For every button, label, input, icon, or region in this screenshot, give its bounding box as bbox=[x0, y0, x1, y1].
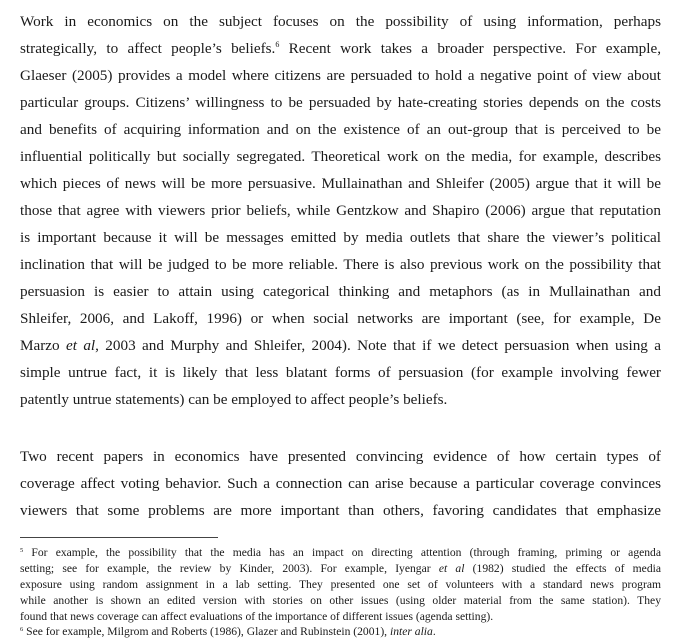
text-line: is important because it will be messages emitted by media outlets that share the viewer’s political bbox=[20, 229, 661, 246]
footnote-6 bbox=[20, 624, 661, 640]
footnote-ref-6[interactable]: 6 bbox=[275, 40, 280, 49]
text-span: . bbox=[432, 625, 436, 638]
italic-et-al: et al bbox=[438, 562, 465, 575]
italic-et-al: et al bbox=[66, 337, 96, 354]
text-line bbox=[20, 336, 661, 356]
text-line: Work in economics on the subject focuses on the possibility of using information, perhaps bbox=[20, 13, 661, 30]
text-line bbox=[20, 39, 661, 59]
text-line: viewers that some problems are more important than others, favoring candidates that emphasize bbox=[20, 502, 661, 519]
footnote-separator bbox=[20, 537, 218, 538]
footnote-5-line: found that news coverage can affect evaluations of the importance of different issues (agenda setting). bbox=[20, 610, 494, 623]
text-line: coverage affect voting behavior. Such a connection can arise because a particular coverage convinces bbox=[20, 475, 661, 492]
text-line: those that agree with viewers prior beliefs, while Gentzkow and Shapiro (2006) argue that reputation bbox=[20, 202, 661, 219]
footnote-marker-6: 6 bbox=[20, 626, 24, 633]
text-span: (1982) studied the effects of media bbox=[464, 562, 661, 575]
text-span: , 2003 and Murphy and Shleifer, 2004). Note that if we detect persuasion when using a bbox=[95, 337, 661, 354]
text-line: simple untrue fact, it is likely that less blatant forms of persuasion (for example involving fewer bbox=[20, 364, 661, 381]
footnote-marker-5: 5 bbox=[20, 547, 24, 554]
text-line: influential politically but socially segregated. Theoretical work on the media, for example, describes bbox=[20, 148, 661, 165]
text-line: patently untrue statements) can be employed to affect people’s beliefs. bbox=[20, 391, 448, 408]
text-span: Marzo bbox=[20, 337, 60, 354]
text-line: Shleifer, 2006, and Lakoff, 1996) or when social networks are important (see, for example, De bbox=[20, 310, 661, 327]
text-line: particular groups. Citizens’ willingness to be persuaded by hate-creating stories depends on the costs bbox=[20, 94, 661, 111]
footnote-5-line: while another is shown an edited version with stories on other issues (using older material from the same station). They bbox=[20, 594, 661, 607]
footnote-5-line: exposure using random assignment in a lab setting. They presented one set of volunteers with a standard news program bbox=[20, 578, 661, 591]
text-span: setting; see for example, the review by Kinder, 2003). For example, Iyengar bbox=[20, 562, 439, 575]
italic-inter-alia: inter alia bbox=[389, 625, 433, 638]
text-line: Two recent papers in economics have presented convincing evidence of how certain types of bbox=[20, 448, 661, 465]
text-span: Recent work takes a broader perspective. For example, bbox=[279, 40, 661, 57]
text-line: and benefits of acquiring information and on the existence of an out-group that is perceived to be bbox=[20, 121, 661, 138]
footnote-5-line bbox=[20, 545, 661, 561]
text-line: which pieces of news will be more persuasive. Mullainathan and Shleifer (2005) argue that it will be bbox=[20, 175, 661, 192]
text-line: persuasion is easier to attain using categorical thinking and metaphors (as in Mullainathan and bbox=[20, 283, 661, 300]
text-line: inclination that will be judged to be more reliable. There is also previous work on the possibility that bbox=[20, 256, 661, 273]
text-span: For example, the possibility that the media has an impact on directing attention (through framing, priming or agenda bbox=[23, 546, 661, 559]
text-span: strategically, to affect people’s beliefs. bbox=[20, 40, 276, 57]
footnote-5-line bbox=[20, 561, 661, 577]
text-line: Glaeser (2005) provides a model where citizens are persuaded to hold a negative point of view about bbox=[20, 67, 661, 84]
text-span: See for example, Milgrom and Roberts (1986), Glazer and Rubinstein (2001), bbox=[23, 625, 390, 638]
